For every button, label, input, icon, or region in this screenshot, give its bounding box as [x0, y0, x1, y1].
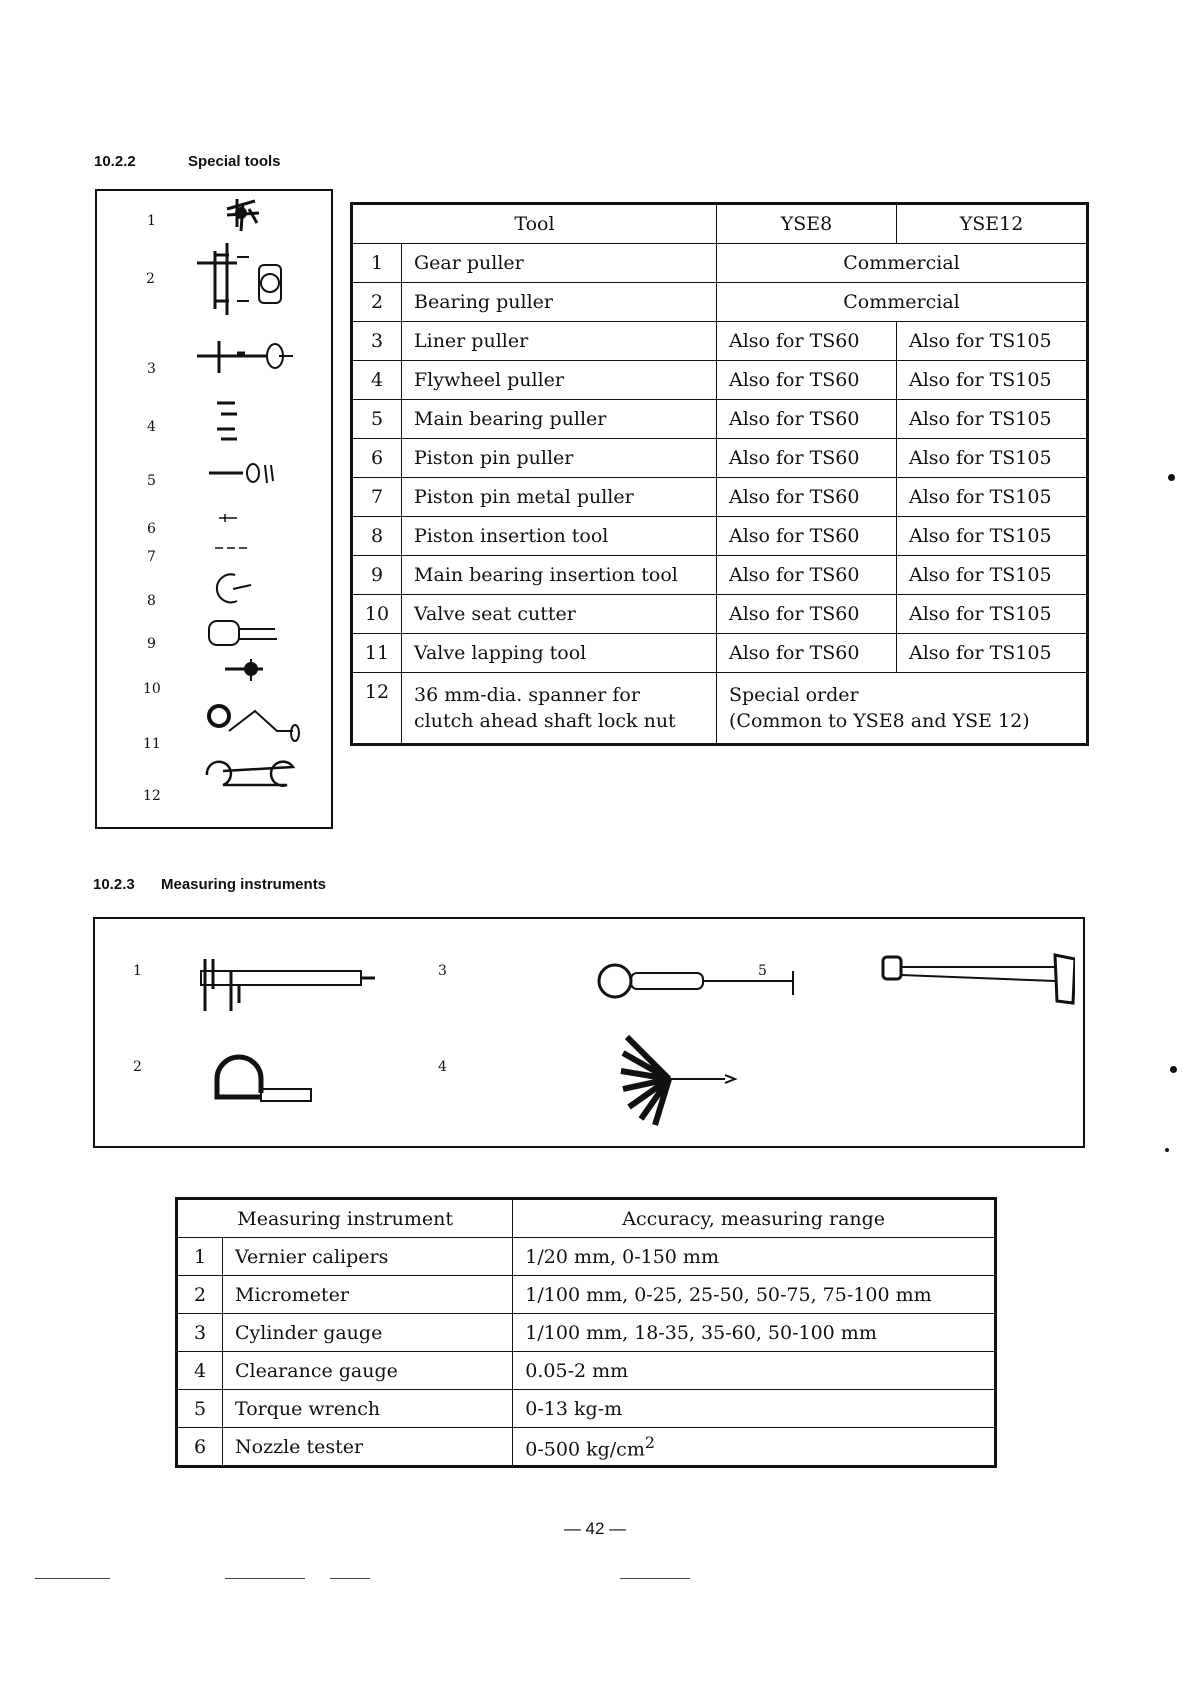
liner-puller-icon	[197, 341, 293, 373]
yse8-value: Also for TS60	[717, 478, 897, 517]
row-number: 8	[352, 517, 402, 556]
instrument-name: Vernier calipers	[223, 1238, 513, 1276]
figure-label: 1	[133, 963, 142, 979]
figure-label: 6	[147, 521, 156, 537]
column-header-yse12: YSE12	[897, 204, 1088, 244]
instrument-name: Torque wrench	[223, 1390, 513, 1428]
section-title: Measuring instruments	[161, 876, 327, 893]
figure-label: 9	[147, 636, 156, 652]
tool-name: Valve seat cutter	[402, 595, 717, 634]
valve-seat-cutter-icon	[225, 659, 263, 681]
yse8-value: Also for TS60	[717, 595, 897, 634]
table-row	[177, 1352, 996, 1390]
yse12-value: Also for TS105	[897, 478, 1088, 517]
special-tools-drawings	[197, 191, 332, 829]
measuring-range: 1/20 mm, 0-150 mm	[513, 1238, 996, 1276]
yse12-value: Also for TS105	[897, 400, 1088, 439]
scan-artifact	[1165, 1148, 1169, 1152]
clearance-gauge-icon	[621, 1037, 735, 1125]
tool-name: Liner puller	[402, 322, 717, 361]
table-row	[352, 400, 1088, 439]
measuring-instruments-table	[175, 1197, 997, 1468]
main-bearing-puller-icon	[209, 464, 273, 483]
table-row	[352, 361, 1088, 400]
table-row	[352, 517, 1088, 556]
figure-label: 1	[147, 213, 156, 229]
section-heading-special-tools	[94, 153, 281, 170]
measuring-range	[513, 1428, 996, 1467]
section-title: Special tools	[188, 153, 281, 170]
flywheel-puller-icon	[217, 403, 237, 439]
torque-wrench-icon	[883, 955, 1075, 1003]
measuring-instruments-figure	[93, 917, 1085, 1148]
tool-name-line: 36 mm-dia. spanner for	[414, 684, 640, 706]
row-number: 1	[352, 244, 402, 283]
table-row	[177, 1428, 996, 1467]
table-row	[352, 439, 1088, 478]
row-number: 3	[177, 1314, 223, 1352]
table-row	[352, 595, 1088, 634]
measuring-instruments-drawings	[195, 929, 1075, 1129]
row-number: 6	[177, 1428, 223, 1467]
tool-name: Flywheel puller	[402, 361, 717, 400]
valve-lapping-tool-icon	[209, 706, 299, 741]
measuring-range: 0.05-2 mm	[513, 1352, 996, 1390]
yse8-value: Also for TS60	[717, 361, 897, 400]
availability-line: (Common to YSE8 and YSE 12)	[729, 710, 1030, 732]
scan-artifact	[35, 1578, 110, 1579]
yse8-value: Also for TS60	[717, 439, 897, 478]
yse8-value: Also for TS60	[717, 556, 897, 595]
section-number: 10.2.3	[93, 876, 135, 893]
table-row	[177, 1390, 996, 1428]
yse8-value: Also for TS60	[717, 322, 897, 361]
row-number: 2	[177, 1276, 223, 1314]
instrument-name: Micrometer	[223, 1276, 513, 1314]
figure-label: 4	[147, 419, 156, 435]
row-number: 5	[352, 400, 402, 439]
table-row	[352, 244, 1088, 283]
row-number: 12	[352, 673, 402, 745]
tool-name-line: clutch ahead shaft lock nut	[414, 710, 676, 732]
yse8-value: Also for TS60	[717, 400, 897, 439]
yse8-value: Also for TS60	[717, 517, 897, 556]
column-header-accuracy: Accuracy, measuring range	[513, 1199, 996, 1238]
yse12-value: Also for TS105	[897, 439, 1088, 478]
column-header-instrument: Measuring instrument	[177, 1199, 513, 1238]
tool-name: Piston insertion tool	[402, 517, 717, 556]
row-number: 1	[177, 1238, 223, 1276]
row-number: 9	[352, 556, 402, 595]
table-row	[177, 1314, 996, 1352]
yse12-value: Also for TS105	[897, 556, 1088, 595]
row-number: 10	[352, 595, 402, 634]
availability: Commercial	[717, 244, 1088, 283]
tool-name: Piston pin metal puller	[402, 478, 717, 517]
yse12-value: Also for TS105	[897, 517, 1088, 556]
figure-label: 4	[438, 1059, 447, 1075]
section-number: 10.2.2	[94, 153, 136, 170]
special-tools-table	[350, 202, 1089, 746]
figure-label: 2	[133, 1059, 142, 1075]
spanner-icon	[207, 762, 293, 786]
availability-line: Special order	[729, 684, 859, 706]
figure-label: 2	[146, 271, 155, 287]
figure-label: 12	[143, 788, 161, 804]
figure-label: 10	[143, 681, 161, 697]
row-number: 4	[177, 1352, 223, 1390]
table-row	[177, 1276, 996, 1314]
measuring-range: 1/100 mm, 0-25, 25-50, 50-75, 75-100 mm	[513, 1276, 996, 1314]
table-row	[177, 1238, 996, 1276]
availability	[717, 673, 1088, 745]
measuring-range: 0-13 kg-m	[513, 1390, 996, 1428]
range-superscript: 2	[644, 1432, 655, 1452]
yse8-value: Also for TS60	[717, 634, 897, 673]
scan-artifact	[1170, 1066, 1177, 1073]
table-row	[352, 478, 1088, 517]
tool-name: Valve lapping tool	[402, 634, 717, 673]
row-number: 2	[352, 283, 402, 322]
yse12-value: Also for TS105	[897, 595, 1088, 634]
vernier-calipers-icon	[201, 959, 375, 1011]
table-row	[352, 556, 1088, 595]
row-number: 5	[177, 1390, 223, 1428]
tool-name: Main bearing insertion tool	[402, 556, 717, 595]
figure-label: 7	[147, 549, 156, 565]
instrument-name: Cylinder gauge	[223, 1314, 513, 1352]
section-heading-measuring-instruments	[93, 876, 326, 893]
special-tools-figure	[95, 189, 333, 829]
table-row	[352, 673, 1088, 745]
instrument-name: Nozzle tester	[223, 1428, 513, 1467]
measuring-range: 1/100 mm, 18-35, 35-60, 50-100 mm	[513, 1314, 996, 1352]
cylinder-gauge-icon	[599, 965, 793, 997]
range-value: 0-500 kg/cm	[525, 1438, 645, 1461]
figure-label: 3	[438, 963, 447, 979]
yse12-value: Also for TS105	[897, 361, 1088, 400]
row-number: 11	[352, 634, 402, 673]
row-number: 3	[352, 322, 402, 361]
column-header-yse8: YSE8	[717, 204, 897, 244]
yse12-value: Also for TS105	[897, 322, 1088, 361]
scan-artifact	[225, 1578, 305, 1579]
scan-artifact	[620, 1578, 690, 1579]
gear-puller-icon	[227, 199, 259, 231]
piston-pin-puller-icon	[219, 514, 237, 522]
bearing-puller-icon	[197, 243, 281, 315]
table-row	[352, 283, 1088, 322]
yse12-value: Also for TS105	[897, 634, 1088, 673]
piston-insertion-tool-icon	[217, 574, 251, 602]
page-number: — 42 —	[563, 1519, 627, 1538]
scan-artifact	[1168, 474, 1175, 481]
tool-name: Main bearing puller	[402, 400, 717, 439]
table-row	[352, 634, 1088, 673]
tool-name	[402, 673, 717, 745]
instrument-name: Clearance gauge	[223, 1352, 513, 1390]
main-bearing-insertion-tool-icon	[209, 621, 277, 645]
figure-label: 5	[147, 473, 156, 489]
row-number: 6	[352, 439, 402, 478]
table-row	[352, 322, 1088, 361]
micrometer-icon	[217, 1057, 311, 1101]
column-header-tool: Tool	[352, 204, 717, 244]
figure-label: 3	[147, 361, 156, 377]
figure-label: 8	[147, 593, 156, 609]
tool-name: Gear puller	[402, 244, 717, 283]
figure-label: 11	[143, 736, 161, 752]
row-number: 7	[352, 478, 402, 517]
availability: Commercial	[717, 283, 1088, 322]
figure-label: 5	[758, 963, 767, 979]
row-number: 4	[352, 361, 402, 400]
tool-name: Piston pin puller	[402, 439, 717, 478]
tool-name: Bearing puller	[402, 283, 717, 322]
scan-artifact	[330, 1578, 370, 1579]
